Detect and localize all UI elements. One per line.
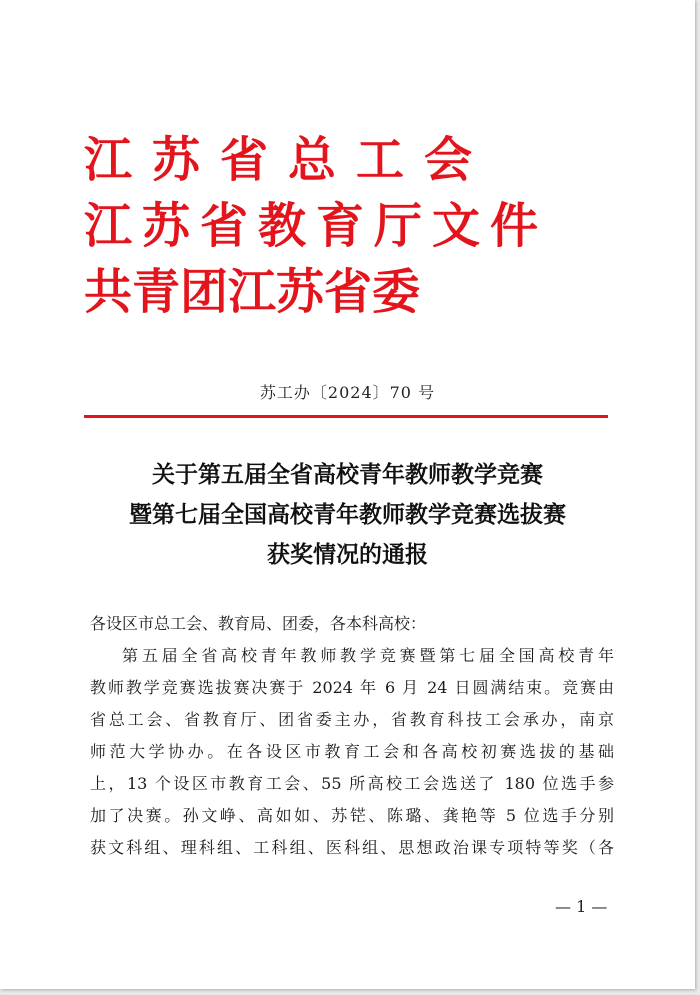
issuing-authorities-header	[84, 127, 548, 325]
document-number: 苏工办〔2024〕70 号	[259, 383, 436, 402]
salutation: 各设区市总工会、教育局、团委，各本科高校：	[90, 614, 427, 633]
document-title	[0, 455, 695, 575]
paragraph-line: 上，13 个设区市教育工会、55 所高校工会选送了 180 位选手参	[90, 774, 614, 793]
document-body	[90, 608, 614, 864]
paragraph-line: 获文科组、理科组、工科组、医科组、思想政治课专项特等奖（各	[90, 838, 614, 857]
title-line-1: 关于第五届全省高校青年教师教学竞赛	[152, 461, 543, 488]
title-line-3: 获奖情况的通报	[267, 541, 428, 568]
title-line-2: 暨第七届全国高校青年教师教学竞赛选拔赛	[129, 501, 566, 528]
header-line-2: 江苏省教育厅文件	[84, 198, 549, 254]
paragraph-line: 加了决赛。孙文峥、高如如、苏铓、陈璐、龚艳等 5 位选手分别	[90, 806, 614, 825]
page-number: — 1 —	[555, 897, 608, 916]
header-line-3: 共青团江苏省委	[84, 264, 421, 320]
paragraph-line: 省总工会、省教育厅、团省委主办，省教育科技工会承办，南京	[90, 710, 614, 729]
paragraph-line: 第五届全省高校青年教师教学竞赛暨第七届全国高校青年	[122, 646, 614, 665]
paragraph-line: 教师教学竞赛选拔赛决赛于 2024 年 6 月 24 日圆满结束。竞赛由	[90, 678, 614, 697]
header-line-1: 江苏省总工会	[84, 132, 493, 188]
paragraph-line: 师范大学协办。在各设区市教育工会和各高校初赛选拔的基础	[90, 742, 614, 761]
red-divider-line	[84, 415, 608, 418]
